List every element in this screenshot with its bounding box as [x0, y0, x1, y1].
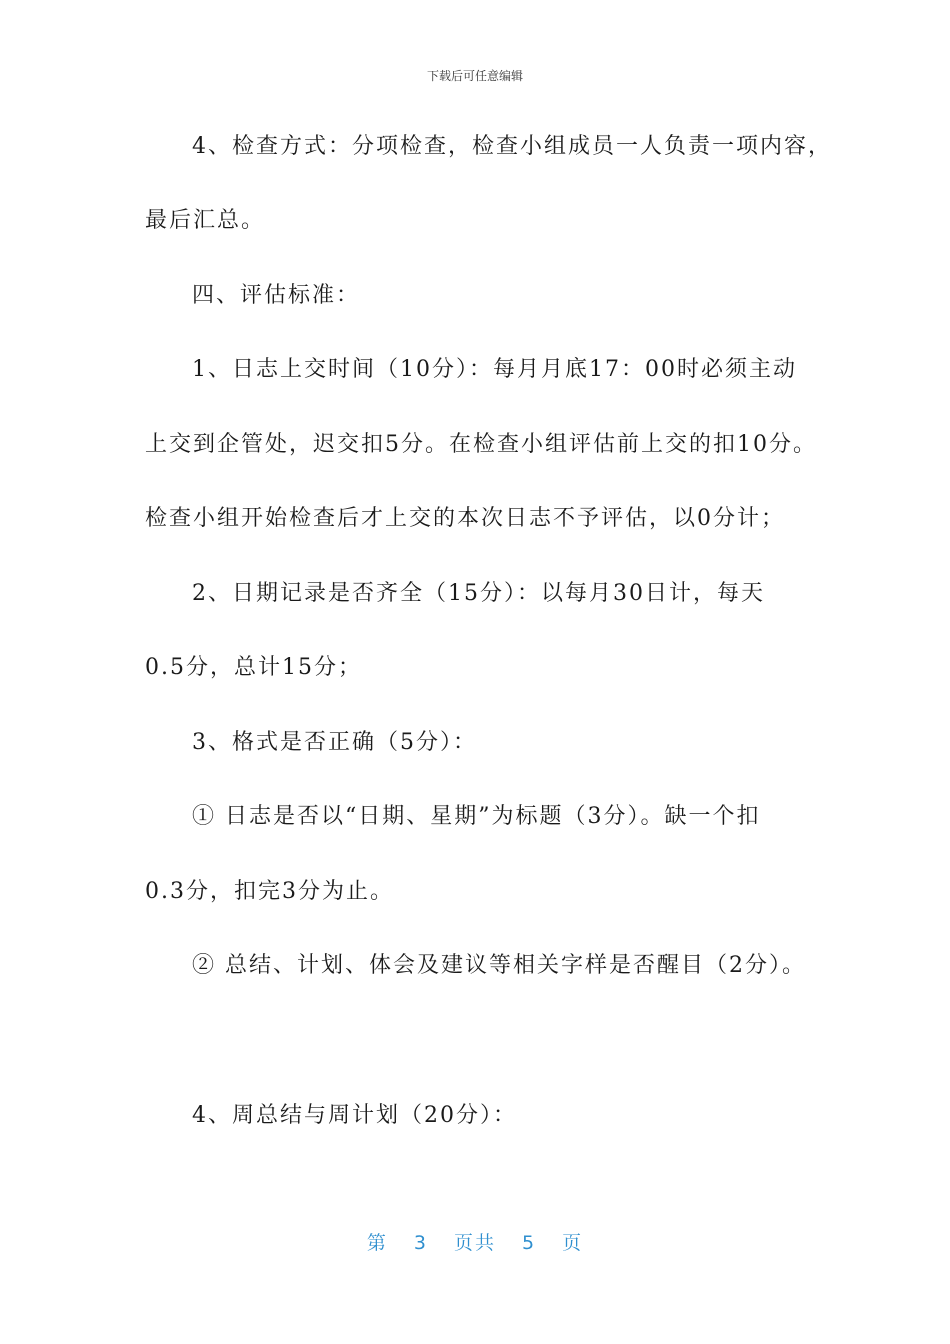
- section-heading: 四、评估标准：: [192, 283, 361, 308]
- page-header: 下载后可任意编辑: [426, 69, 523, 83]
- paragraph-line: 上交到企管处，迟交扣5分。在检查小组评估前上交的扣10分。: [145, 432, 817, 457]
- paragraph-line: ② 总结、计划、体会及建议等相关字样是否醒目（2分）。: [192, 953, 806, 978]
- paragraph-line: ① 日志是否以“日期、星期”为标题（3分）。缺一个扣: [192, 804, 761, 829]
- paragraph-line: 最后汇总。: [145, 208, 266, 233]
- paragraph-line: 检查小组开始检查后才上交的本次日志不予评估，以0分计；: [145, 506, 785, 531]
- paragraph-line: 0.3分，扣完3分为止。: [145, 879, 394, 904]
- footer-total-pages: 5: [522, 1232, 537, 1254]
- paragraph-line: 2、日期记录是否齐全（15分）：以每月30日计，每天: [192, 581, 765, 606]
- footer-suffix: 页: [562, 1232, 584, 1254]
- paragraph-line: 3、格式是否正确（5分）：: [192, 730, 477, 755]
- paragraph-line: 4、检查方式：分项检查，检查小组成员一人负责一项内容，: [192, 134, 832, 159]
- footer-middle: 页共: [453, 1232, 496, 1254]
- paragraph-line: 1、日志上交时间（10分）：每月月底17：00时必须主动: [192, 357, 797, 382]
- paragraph-line: 4、周总结与周计划（20分）：: [192, 1103, 517, 1128]
- page-footer: [0, 1228, 950, 1255]
- paragraph-line: 0.5分，总计15分；: [145, 655, 362, 680]
- footer-page-number: 3: [413, 1232, 428, 1254]
- footer-prefix: 第: [366, 1232, 388, 1254]
